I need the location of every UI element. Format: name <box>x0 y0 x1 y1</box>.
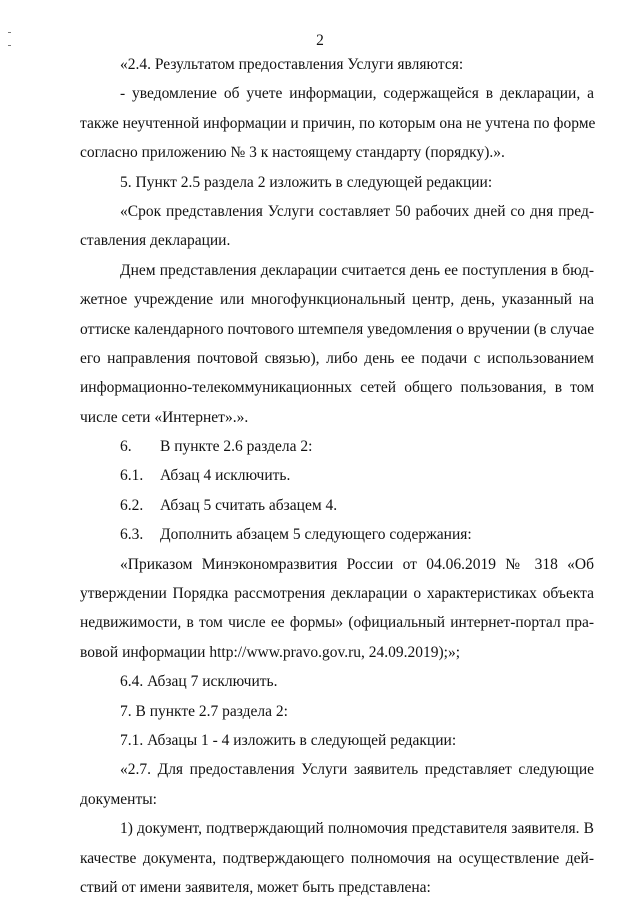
text-line <box>80 256 594 285</box>
line-text: ставления декларации. <box>80 232 231 250</box>
text-line <box>80 491 594 520</box>
line-text: «2.7. Для предоставления Услуги заявитель представляет следующие <box>120 761 594 779</box>
text-line <box>80 226 594 255</box>
line-text: 5. Пункт 2.5 раздела 2 изложить в следующей редакции: <box>120 173 493 191</box>
item-number: 6.1. <box>120 467 144 485</box>
text-line <box>80 755 594 784</box>
text-line <box>80 667 594 696</box>
text-line <box>80 550 594 579</box>
line-text: «Срок представления Услуги составляет 50 рабочих дней со дня пред- <box>120 202 594 220</box>
line-text: качестве документа, подтверждающего полномочия на осуществление дей- <box>80 849 594 867</box>
text-line <box>80 197 594 226</box>
line-text: ствий от имени заявителя, может быть представлена: <box>80 878 431 896</box>
text-line <box>80 579 594 608</box>
text-line <box>80 138 594 167</box>
text-line <box>80 432 594 461</box>
line-text: недвижимости, в том числе ее формы» (официальный интернет-портал пра- <box>80 614 594 632</box>
line-text: 7. В пункте 2.7 раздела 2: <box>120 702 288 720</box>
line-text: числе сети «Интернет».». <box>80 408 249 426</box>
line-text: согласно приложению № 3 к настоящему стандарту (порядку).». <box>80 144 505 162</box>
text-line <box>80 344 594 373</box>
text-line <box>80 520 594 549</box>
line-text: В пункте 2.6 раздела 2: <box>160 438 313 456</box>
item-number: 6. <box>120 438 132 456</box>
line-text: 1) документ, подтверждающий полномочия представителя заявителя. В <box>120 820 594 838</box>
line-text: оттиске календарного почтового штемпеля уведомления о вручении (в случае <box>80 320 595 338</box>
line-text: также неучтенной информации и причин, по которым она не учтена по форме <box>80 114 596 132</box>
line-text: его направления почтовой связью), либо день ее подачи с использованием <box>80 349 594 367</box>
item-number: 6.3. <box>120 526 144 544</box>
line-text: документы: <box>80 790 157 808</box>
line-text: - уведомление об учете информации, содержащейся в декларации, а <box>120 85 594 103</box>
document-body <box>80 50 594 902</box>
line-text: 6.4. Абзац 7 исключить. <box>120 673 278 691</box>
line-text: Абзац 4 исключить. <box>160 467 291 485</box>
text-line <box>80 461 594 490</box>
line-text: Дополнить абзацем 5 следующего содержания: <box>160 526 472 544</box>
text-line <box>80 315 594 344</box>
text-line <box>80 285 594 314</box>
text-line <box>80 785 594 814</box>
text-line <box>80 697 594 726</box>
line-text: «Приказом Минэкономразвития России от 04.06.2019 № 318 «Об <box>120 555 594 573</box>
line-text: утверждении Порядка рассмотрения декларации о характеристиках объекта <box>80 585 594 603</box>
line-text: Днем представления декларации считается день ее поступления в бюд- <box>120 261 594 279</box>
line-text: информационно-телекоммуникационных сетей общего пользования, в том <box>80 379 594 397</box>
text-line <box>80 168 594 197</box>
text-line <box>80 873 594 902</box>
text-line <box>80 403 594 432</box>
line-text: жетное учреждение или многофункциональный центр, день, указанный на <box>80 291 594 309</box>
text-line <box>80 608 594 637</box>
line-text: «2.4. Результатом предоставления Услуги являются: <box>120 56 464 73</box>
text-line <box>80 50 594 79</box>
text-line <box>80 79 594 108</box>
line-text: Абзац 5 считать абзацем 4. <box>160 496 338 514</box>
page-number: 2 <box>316 32 324 49</box>
text-line <box>80 726 594 755</box>
item-number: 6.2. <box>120 496 144 514</box>
text-line <box>80 373 594 402</box>
line-text: 7.1. Абзацы 1 - 4 изложить в следующей редакции: <box>120 731 457 749</box>
line-text: вовой информации http://www.pravo.gov.ru, 24.09.2019);»; <box>80 643 461 661</box>
text-line <box>80 814 594 843</box>
text-line <box>80 638 594 667</box>
text-line <box>80 844 594 873</box>
text-line <box>80 109 594 138</box>
